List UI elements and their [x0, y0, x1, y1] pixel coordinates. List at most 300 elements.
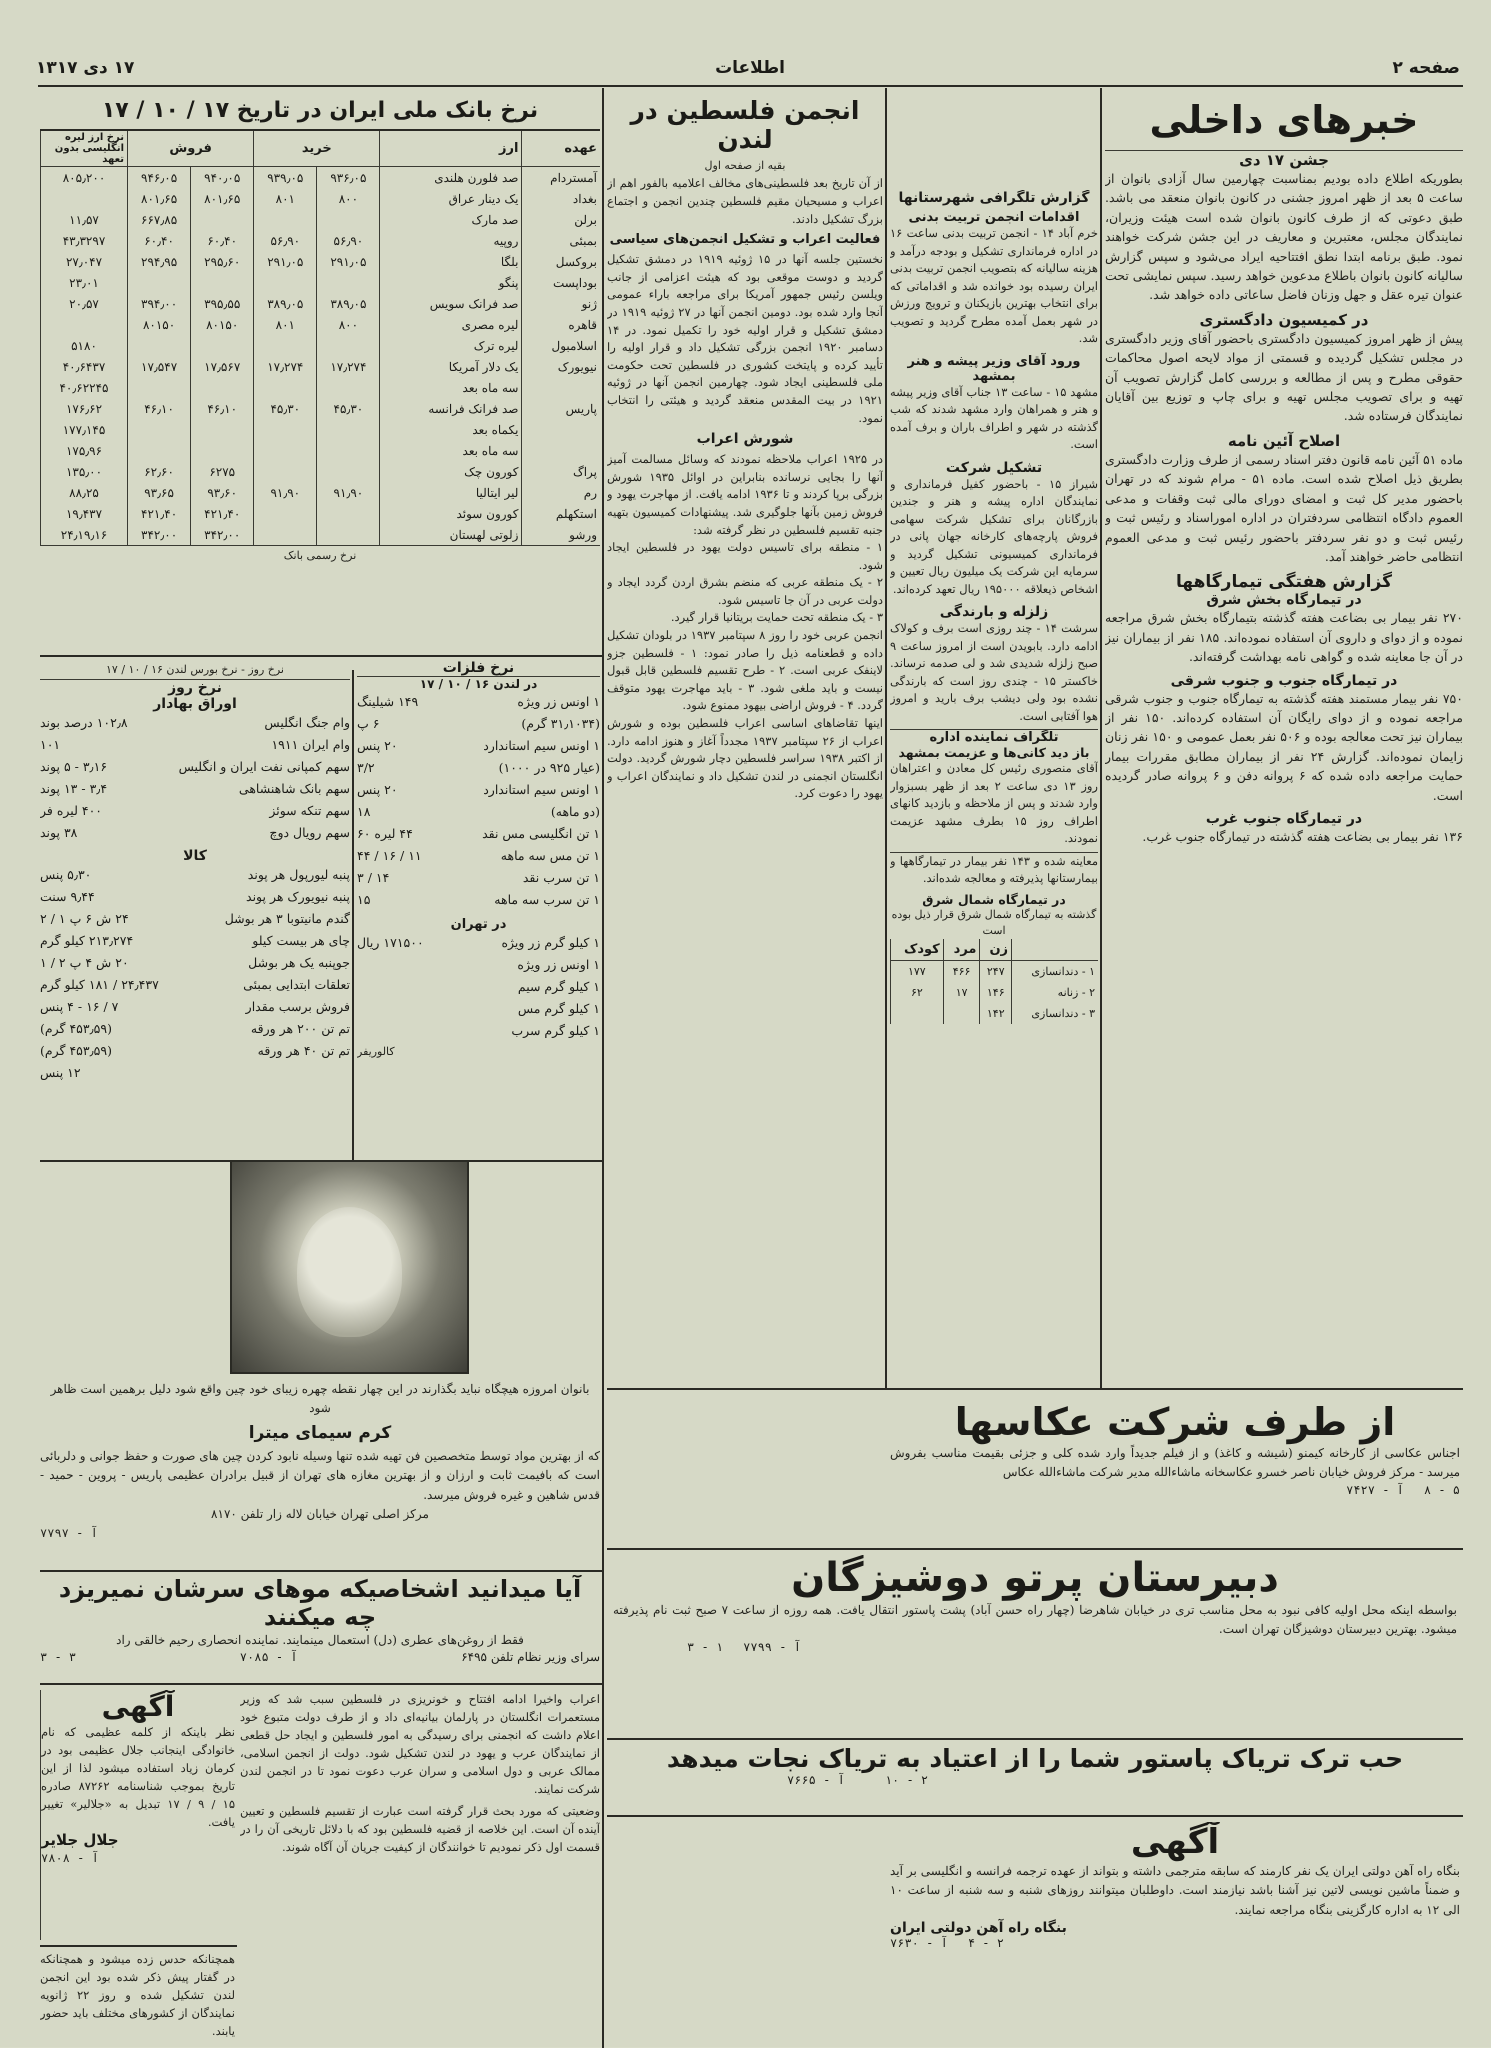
ad-code: آ - ۷۸۰۸ — [41, 1851, 99, 1865]
list-item — [357, 976, 600, 998]
item-value: ۲۰ پنس — [357, 782, 398, 797]
opium-pill-ad — [607, 1744, 1463, 1814]
item-label: وام جنگ انگلیس — [264, 715, 350, 731]
rate-cell: ۳۹۵٫۵۵ — [191, 293, 254, 314]
rate-cell: ۲۹۱٫۰۵ — [317, 251, 380, 272]
list-item — [40, 756, 350, 778]
item-value: ۳٫۱۶ - ۵ پوند — [40, 759, 108, 775]
photographers-ad — [890, 1400, 1460, 1540]
girls-school-ad — [607, 1555, 1463, 1730]
rate-row — [41, 482, 601, 503]
item-label: ۱ تن سرب سه ماهه — [494, 892, 600, 907]
rate-cell: ۲۹۱٫۰۵ — [254, 251, 317, 272]
rate-cell: ۴۰٫۶۲۲۴۵ — [41, 377, 128, 398]
bank-rates — [40, 92, 600, 652]
paragraph: بطوریکه اطلاع داده بودیم بمناسبت چهارمین سال آزادی بانوان از ساعت ۵ بعد از ظهر امروز جشنی در کانون بانوان منعقد می باشد. طبق دعوتی که از طرف کانون بانوان شده است هیئت وزیران، نمایندگان مجلس، معتبرین و معاریف در این جشن شرکت خواهند نمود. طبق برنامه ابتدا نطق افتتاحیه ایراد می‌شود و سپس گزارش سالیانه کانون بانوان باطلاع مدعوین خواهد رسید. سپس نمایشی تحت عنوان تیره عقل و جهل وزنان فاضل ساعاتی داده خواهد شد. — [1105, 171, 1463, 303]
rate-cell: ۹۴۰٫۰۵ — [191, 167, 254, 189]
heading: فعالیت اعراب و تشکیل انجمن‌های سیاسی — [609, 232, 881, 248]
table-header: مرد — [943, 939, 980, 961]
item-value: ۱۵ — [357, 892, 371, 907]
item-value: ۱۰۱ — [40, 737, 61, 753]
rate-cell: صد فرانک سویس — [380, 293, 522, 314]
list-item — [40, 908, 350, 930]
list-item — [357, 889, 600, 911]
rate-cell — [317, 440, 380, 461]
col-note: نرخ ارز لیره انگلیسی بدون تعهد — [41, 131, 128, 167]
ad-title: آگهی — [101, 1690, 175, 1723]
item-label: ۱ تن سرب نقد — [522, 870, 600, 885]
rate-cell: ۹۳۶٫۰۵ — [317, 167, 380, 189]
item-value: ۲۰ ش ۴ پ ۲ / ۱ — [40, 955, 129, 971]
bottom-note: همچنانکه حدس زده میشود و همچنانکه در گفتار پیش ذکر شده بود این انجمن لندن تشکیل شده و روز ۲۲ ژانویه نمایندگان از کشورهای مختلف باید حضور یابند. — [40, 1952, 235, 2038]
rate-cell: ۳۴۲٫۰۰ — [128, 524, 191, 545]
rate-cell: ۴۰٫۶۴۳۷ — [41, 356, 128, 377]
rate-cell: ۱۹٫۴۳۷ — [41, 503, 128, 524]
notice-ad — [40, 1690, 235, 1940]
table-header: زن — [980, 939, 1012, 961]
domestic-news-column — [1105, 92, 1463, 1390]
rate-cell: ۹۳٫۶۰ — [191, 482, 254, 503]
rate-cell — [254, 335, 317, 356]
ad-product: کرم سیمای میترا — [248, 1422, 392, 1443]
rate-cell: ۴۵٫۳۰ — [317, 398, 380, 419]
metals-title: نرخ فلزات — [357, 660, 600, 677]
ad-title: از طرف شرکت عکاسها — [954, 1400, 1396, 1444]
securities-list — [40, 712, 350, 844]
securities-title: اوراق بهادار — [153, 696, 237, 713]
table-title: در تیمارگاه شمال شرق — [922, 891, 1066, 907]
list-item — [357, 735, 600, 757]
rate-row — [41, 335, 601, 356]
heading: جشن ۱۷ دی — [1239, 151, 1329, 169]
rate-cell — [191, 209, 254, 230]
list-item — [357, 691, 600, 713]
rate-cell — [254, 419, 317, 440]
paragraph: اعراب واخیرا ادامه افتتاح و خونریزی در فلسطین سبب شد که وزیر مستعمرات انگلستان در پارلمان بیانیه‌ای داد و از طرف دولت متبوع خود اعلام داشت که انجمنی برای رسیدگی به امور فلسطین و ایجاد حل قطعی از نمایندگان عرب و یهود در لندن تشکیل شود. دولت از انجمن اسلامی، ممالک عربی و دول اسلامی و سران عرب دعوت نمود تا در انجمن لندن شرکت نمایند. — [240, 1692, 600, 1796]
paragraph: ۱۳۶ نفر بیمار بی بضاعت هفته گذشته در تیمارگاه جنوب غرب. — [1142, 828, 1463, 844]
col-currency: ارز — [380, 131, 522, 167]
paragraph: آقای منصوری رئیس کل معادن و اعتراهان روز ۱۳ دی ساعت ۲ بعد از ظهر بسبزوار وارد شدند و پس از ملاحظه و بازدید کانهای اطراف روز ۱۵ بطرف مشهد عزیمت نمودند. — [890, 761, 1098, 845]
ad-code-2: ۸ - ۵ — [1423, 1482, 1460, 1497]
hair-oil-ad — [40, 1575, 600, 1685]
rate-cell: زلوتی لهستان — [380, 524, 522, 545]
item-label: (۳۱٫۱۰۳۴ گرم) — [521, 716, 600, 731]
rate-row — [41, 503, 601, 524]
heading: ورود آقای وزیر پیشه و هنر بمشهد — [907, 353, 1081, 384]
rate-cell — [317, 419, 380, 440]
rate-cell: ۱۱٫۵۷ — [41, 209, 128, 230]
rate-cell: بمبئی — [522, 230, 600, 251]
item-label: گندم مانیتوبا ۳ هر بوشل — [224, 911, 350, 927]
list-item: ۳ - یک منطقه تحت حمایت بریتانیا قرار گیرد. — [670, 610, 883, 625]
column-title: گزارش تلگرافی شهرستانها — [898, 190, 1090, 206]
rate-cell — [317, 209, 380, 230]
list-item — [357, 757, 600, 779]
rate-row — [41, 272, 601, 293]
item-label: (عیار ۹۲۵ در ۱۰۰۰) — [498, 760, 600, 775]
list-item — [357, 779, 600, 801]
rate-cell: ۶۰٫۴۰ — [128, 230, 191, 251]
col-divider — [602, 88, 604, 2048]
rate-row — [41, 377, 601, 398]
item-label: ۱ تن مس سه ماهه — [500, 848, 600, 863]
rate-cell: ۴۲۱٫۴۰ — [191, 503, 254, 524]
rate-cell: ۶۰٫۴۰ — [191, 230, 254, 251]
paragraph: سرشت ۱۴ - چند روزی است برف و کولاک ادامه دارد. بابویدن است از امروز ساعت ۹ صبح زلزله شدیدی شد و لی صدمه نرساند. خاکستر ۱۵ - چندی روز است که بارندگی نشده بود ولی دیشب برف بارید و امروز هوا آفتابی است. — [890, 621, 1098, 723]
ad-code-2: ۳ - ۳ — [40, 1650, 77, 1665]
rate-cell: سه ماه بعد — [380, 377, 522, 398]
list-item — [40, 974, 350, 996]
ad-address: مرکز اصلی تهران خیابان لاله زار تلفن ۸۱۷۰ — [211, 1507, 429, 1522]
rate-cell: ۳۹۴٫۰۰ — [128, 293, 191, 314]
list-item: ۱ - منطقه برای تاسیس دولت یهود در فلسطین ایجاد شود. — [607, 540, 883, 572]
rate-row — [41, 524, 601, 545]
ad-title: آگهی — [1130, 1822, 1220, 1862]
subheading: باز دید کانی‌ها و عزیمت بمشهد — [898, 745, 1090, 760]
item-value: ۲۴٫۴۳۷ / ۱۸۱ کیلو گرم — [40, 977, 159, 993]
item-label: تعلقات ابتدایی بمبئی — [243, 977, 350, 993]
rate-cell: بوداپست — [522, 272, 600, 293]
ad-title: آیا میدانید اشخاصیکه موهای سرشان نمیریزد چه میکنند — [58, 1575, 582, 1631]
rate-cell — [254, 440, 317, 461]
tehran-list — [357, 932, 600, 1042]
item-value: ۳۸ پوند — [40, 825, 78, 841]
ad-text: اجناس عکاسی از کارخانه کیمنو (شیشه و کاغذ) و از فیلم جدیداً وارد شده کلی و جزئی بقیمت مناسب بفروش میرسد - مرکز فروش خیابان ناصر خسرو عکاسخانه ماشاءالله مدیر شرکت ماشاءالله عکاس — [890, 1446, 1460, 1480]
rate-cell — [254, 377, 317, 398]
issue-date: ۱۷ دی ۱۳۱۷ — [36, 58, 135, 78]
rate-cell: قاهره — [522, 314, 600, 335]
item-label: سهم رویال دوچ — [269, 825, 350, 841]
ad-text: بواسطه اینکه محل اولیه کافی نبود به محل مناسب تری در خیابان شاهرضا (چهار راه حسن آباد) پشت پاستور انتقال یافت. همه روزه از ساعت ۷ صبح ثبت نام پذیرفته میشود. بهترین دبیرستان دوشیزگان تهران است. — [613, 1603, 1458, 1637]
rate-cell: صد فرانک فرانسه — [380, 398, 522, 419]
table-header: کودک — [891, 939, 944, 961]
rate-cell: ۶۲٫۶۰ — [128, 461, 191, 482]
subheading: در تیمارگاه جنوب غرب — [1205, 810, 1363, 827]
item-label: ۱ کیلو گرم مس — [517, 1001, 600, 1016]
rate-cell — [317, 524, 380, 545]
list-item — [40, 800, 350, 822]
rate-cell — [191, 440, 254, 461]
ad-code-2: ۳ - ۱ — [687, 1639, 724, 1654]
ad-caption: بانوان امروزه هیچگاه نباید بگذارند در این چهار نقطه چهره زیبای خود چین واقع شود دلیل برهمین است ظاهر شود — [50, 1382, 590, 1416]
rate-cell: ۳۸۹٫۰۵ — [317, 293, 380, 314]
rate-cell — [254, 209, 317, 230]
rate-row — [41, 440, 601, 461]
rate-cell: ۸۰۱۵۰ — [128, 314, 191, 335]
rate-cell — [41, 188, 128, 209]
table-row: ۲ - زنانه ۱۴۶ ۱۷ ۶۲ — [891, 982, 1099, 1003]
metals-note: نرخ روز - نرخ بورس لندن ۱۶ / ۱۰ / ۱۷ — [40, 660, 350, 680]
item-value: (۴۵۳٫۵۹ گرم) — [40, 1021, 112, 1037]
item-label: چای هر بیست کیلو — [252, 933, 350, 949]
rate-cell: پنگو — [380, 272, 522, 293]
item-label: وام ایران ۱۹۱۱ — [271, 737, 350, 753]
rate-cell: ۹۳٫۶۵ — [128, 482, 191, 503]
rate-cell: آمستردام — [522, 167, 600, 189]
ad-text: بنگاه راه آهن دولتی ایران یک نفر کارمند که سابقه مترجمی داشته و بتواند از عهده ترجمه فرانسه و انگلیسی بر آید و ضمناً ماشین نویسی لاتین نیز آشنا باشد نیازمند است. داوطلبان میتوانند روزهای شنبه و سه شنبه از ساعت ۱۰ الی ۱۲ به اداره کارگزینی بنگاه مراجعه نمایند. — [890, 1864, 1460, 1917]
masthead-rule — [38, 85, 1463, 87]
item-label: ۱ اونس سیم استاندارد — [483, 782, 600, 797]
rate-row — [41, 167, 601, 189]
rate-cell: بلگا — [380, 251, 522, 272]
subheading: در تیمارگاه جنوب و جنوب شرقی — [1170, 672, 1398, 689]
rate-cell: ۲۷٫۰۴۷ — [41, 251, 128, 272]
item-label: (دو ماهه) — [550, 804, 600, 819]
paragraph: معاینه شده و ۱۴۳ نفر بیمار در تیمارگاهها و بیمارستانها پذیرفته و معالجه شده‌اند. — [890, 853, 1098, 885]
item-label: پنبه لیورپول هر پوند — [247, 867, 350, 883]
ad-title: حب ترک تریاک پاستور شما را از اعتیاد به تریاک نجات میدهد — [666, 1744, 1404, 1773]
ad-text: که از بهترین مواد توسط متخصصین فن تهیه شده تنها وسیله نابود کردن چین های صورت و حفظ جوانی و دلربائی است که بافیمت ثابت و ارزان و از بهترین مغازه های تهران از قبیل برادران عظیمی پاریس - پروین - حمید - قدس شاهین و غیره فروش میرسد. — [40, 1448, 600, 1502]
col-divider — [352, 670, 354, 1160]
bank-title: نرخ بانک ملی ایران در تاریخ ۱۷ / ۱۰ / ۱۷ — [40, 92, 600, 131]
rate-cell — [522, 419, 600, 440]
item-value: ۷ / ۱۶ - ۴ پنس — [40, 999, 119, 1015]
item-label: سهم بانک شاهنشاهی — [238, 781, 350, 797]
rate-cell: ۸۰۵٫۲۰۰ — [41, 167, 128, 189]
list-item — [357, 801, 600, 823]
rate-cell: ۲۹۴٫۹۵ — [128, 251, 191, 272]
item-value: ۴۰۰ لیره فر — [40, 803, 103, 819]
heading: تلگراف نماینده اداره — [929, 730, 1059, 745]
paragraph: ۲۷۰ نفر بیمار بی بضاعت هفته گذشته بتیمارگاه بخش شرق مراجعه نموده و از دوای و داروی آن استفاده نموده‌اند. ۱۸۵ نفر از بیماران نیز در آن جا معاینه شده و گواهی نامه بهداشت گرفته‌اند. — [1105, 610, 1463, 665]
rate-cell: ۴۶٫۱۰ — [128, 398, 191, 419]
item-label: سهم کمپانی نفت ایران و انگلیس — [178, 759, 350, 775]
rate-cell: ۹۳۹٫۰۵ — [254, 167, 317, 189]
rate-cell: ۱۳۵٫۰۰ — [41, 461, 128, 482]
paragraph: از آن تاریخ بعد فلسطینی‌های مخالف اعلامیه بالفور اهم از اعراب و مسیحیان مقیم فلسطین چندین انجمن و اجتماع بزرگ تشکیل دادند. — [607, 176, 883, 226]
ad-code: آ - ۷۴۲۷ — [1346, 1482, 1404, 1497]
item-label: پنبه نیویورک هر پوند — [246, 889, 350, 905]
rate-cell: ۳۸۹٫۰۵ — [254, 293, 317, 314]
item-label: ۱ کیلو گرم سیم — [517, 979, 600, 994]
face-image — [297, 1207, 402, 1337]
list-item — [357, 867, 600, 889]
item-value: ۲۴ ش ۶ پ ۱ / ۲ — [40, 911, 129, 927]
col-unit: عهده — [522, 131, 600, 167]
rate-row — [41, 398, 601, 419]
ad-code: آ - ۷۷۹۹ — [743, 1639, 801, 1654]
rate-cell: ۱۷٫۲۷۴ — [254, 356, 317, 377]
item-label: ۱ اونس سیم استاندارد — [483, 738, 600, 753]
rate-cell: ورشو — [522, 524, 600, 545]
heading: زلزله و بارندگی — [939, 604, 1049, 620]
section-title: خبرهای داخلی — [1149, 98, 1419, 142]
heading: اصلاح آئین نامه — [1227, 431, 1341, 450]
rate-cell: ۱۷٫۵۶۷ — [191, 356, 254, 377]
ad-signature: جلال جلایر — [41, 1831, 119, 1849]
rate-cell: ۲۰٫۵۷ — [41, 293, 128, 314]
rate-cell: پاریس — [522, 398, 600, 419]
paragraph: مشهد ۱۵ - ساعت ۱۳ جناب آقای وزیر پیشه و هنر و همراهان وارد مشهد شدند که شب گذشته در شهر و اطراف باران و برف آمده است. — [890, 384, 1098, 451]
list-item — [357, 954, 600, 976]
rate-cell — [317, 335, 380, 356]
rate-row — [41, 209, 601, 230]
col-buy: خرید — [254, 131, 380, 167]
col-sell: فروش — [128, 131, 254, 167]
ad-signature: بنگاه راه آهن دولتی ایران — [890, 1920, 1067, 1937]
item-label: ۱ کیلو گرم زر ویژه — [501, 935, 600, 950]
tehran-note: کالوریفر — [357, 1045, 395, 1058]
ad-text: نظر باینکه از کلمه عظیمی که نام خانوادگی اینجانب جلال عظیمی بود در کرمان زیاد استفاده میشود لذا از این تاریخ بموجب شناسنامه ۸۷۲۶۲ صادره ۱۵ / ۹ / ۱۷ تبدیل به «جلالیر» تغییر یافت. — [41, 1725, 235, 1829]
day-label: نرخ روز — [168, 680, 222, 697]
rate-cell: ۱۷٫۲۷۴ — [317, 356, 380, 377]
item-label: تم تن ۲۰۰ هر ورقه — [250, 1021, 350, 1037]
rate-cell: روپیه — [380, 230, 522, 251]
subheading: در تیمارگاه بخش شرق — [1206, 592, 1362, 609]
rate-cell: لیره مصری — [380, 314, 522, 335]
item-value: ۳/۲ — [357, 760, 375, 775]
paragraph: ماده ۵۱ آئین نامه قانون دفتر اسناد رسمی از طرف وزارت دادگستری بطریق ذیل اصلاح شده است. ماده ۵۱ - مرام شوند که در تهران باحضور مدیر کل ثبت و امضای دورای مالی ثبت وقفات و مدعی العموم دادگاه انتظامی سردفتران در اداره اموراسناد و رئیس ثبت و رئیس ثبت و دو نفر سردفتر باحضور رئیس ثبت و مدعی العموم انتظامی حاضر خواهند آمد. — [1105, 451, 1463, 564]
rate-cell: ۱۷٫۵۴۷ — [128, 356, 191, 377]
item-label: ۱ تن انگلیسی مس نقد — [482, 826, 600, 841]
list-item — [40, 886, 350, 908]
paragraph: خرم آباد ۱۴ - انجمن تربیت بدنی ساعت ۱۶ در اداره فرمانداری تشکیل و بودجه درآمد و هزینه سالیانه که بتصویب انجمن تربیت بدنی ایران رسیده بود خوانده شد و اقداماتی که برای انتخاب بهترین بازیکنان و ترویج ورزش در شهر بعمل آمده مطرح گردید و تصویب شد. — [890, 226, 1098, 345]
list-item — [40, 734, 350, 756]
rate-cell: یکماه بعد — [380, 419, 522, 440]
rate-cell: ۱۷۶٫۶۲ — [41, 398, 128, 419]
cream-ad — [40, 1380, 600, 1580]
rates-table — [40, 131, 600, 545]
rate-cell: ۸۰۱۵۰ — [191, 314, 254, 335]
rate-cell — [317, 377, 380, 398]
item-value: (۴۵۳٫۵۹ گرم) — [40, 1043, 112, 1059]
rate-cell — [317, 461, 380, 482]
metals-box — [357, 660, 600, 1160]
rate-cell — [191, 335, 254, 356]
rate-cell — [254, 272, 317, 293]
table-row: ۳ - دندانسازی ۱۴۲ — [891, 1003, 1099, 1024]
rate-cell: یک دینار عراق — [380, 188, 522, 209]
item-value: ۱۱ / ۱۶ / ۴۴ — [357, 848, 422, 863]
item-value: ۲۰ پنس — [357, 738, 398, 753]
rate-cell — [254, 524, 317, 545]
rate-cell: ۹۱٫۹۰ — [317, 482, 380, 503]
rate-cell: ۸۰۱٫۶۵ — [191, 188, 254, 209]
item-value: ۱۴۹ شیلینگ — [357, 694, 419, 709]
rate-cell: پراگ — [522, 461, 600, 482]
rate-cell: لیره ترک — [380, 335, 522, 356]
list-item — [40, 952, 350, 974]
ad-address: سرای وزیر نظام تلفن ۶۴۹۵ — [461, 1650, 600, 1665]
rate-cell: یک دلار آمریکا — [380, 356, 522, 377]
list-item — [40, 1062, 350, 1084]
list-item: ۲ - یک منطقه عربی که منضم بشرق اردن گردد ایجاد و دولت عربی در آن جا تاسیس شود. — [607, 575, 883, 607]
rate-cell — [522, 440, 600, 461]
ad-text: فقط از روغن‌های عطری (دل) استعمال مینمایند. نماینده انحصاری رحیم خالقی راد — [116, 1633, 524, 1647]
ad-code-2: ۴ - ۲ — [967, 1936, 1004, 1951]
table-note: گذشته به تیمارگاه شمال شرق قرار ذیل بوده است — [891, 907, 1097, 937]
paragraph: شیراز ۱۵ - باحضور کفیل فرمانداری و نمایندگان اداره پیشه و هنر و جندین بازرگانان برای تشکیل شرکت سهامی فروش پارچه‌های کارخانه جهان پانی در فرمانداری کمیسیونی تشکیل گردید و سرمایه این شرکت یک میلیون ریال تعیین و اشخاص ذیعلاقه ۱۹۵۰۰۰ ریال تعهد کرده‌اند. — [890, 476, 1098, 596]
list-item — [357, 932, 600, 954]
goods-list — [40, 864, 350, 1084]
rate-row — [41, 461, 601, 482]
list-item — [40, 996, 350, 1018]
rate-cell — [128, 419, 191, 440]
rate-row — [41, 293, 601, 314]
list-item — [357, 998, 600, 1020]
item-value: ۴۴ لیره ۶۰ — [357, 826, 413, 841]
list-item — [357, 1020, 600, 1042]
rate-cell: ۱۷۷٫۱۴۵ — [41, 419, 128, 440]
rate-cell: رم — [522, 482, 600, 503]
rate-cell: ۸۰۰ — [317, 188, 380, 209]
rate-row — [41, 251, 601, 272]
ad-code: آ - ۷۷۹۷ — [40, 1526, 98, 1541]
telegraph-column — [890, 190, 1098, 1390]
rate-cell: برلن — [522, 209, 600, 230]
rate-cell: ۶۶۷٫۸۵ — [128, 209, 191, 230]
rate-cell: کورون چک — [380, 461, 522, 482]
rate-cell — [254, 461, 317, 482]
item-label: ۱ اونس زر ویژه — [517, 694, 600, 709]
heading: شورش اعراب — [696, 431, 794, 448]
list-item — [40, 712, 350, 734]
ad-code: آ - ۷۶۶۵ — [787, 1773, 845, 1787]
item-value: ۹٫۴۴ سنت — [40, 889, 95, 905]
rate-cell: ۲۹۵٫۶۰ — [191, 251, 254, 272]
rate-cell: ۴۵٫۳۰ — [254, 398, 317, 419]
rate-cell — [191, 377, 254, 398]
rate-cell: صد مارک — [380, 209, 522, 230]
ad-code: آ - ۷۶۳۰ — [890, 1936, 948, 1951]
paragraph: اینها تقاضاهای اساسی اعراب فلسطین بوده و شورش اعراب از ۲۶ سپتامبر ۱۹۳۷ مجدداً آغاز و هنوز ادامه دارد. از اکتبر ۱۹۳۸ سراسر فلسطین دچار شورش گردید. دولت انگلستان انجمنی در لندن تشکیل داد و نمایندگان اعراب و یهود را دعوت کرد. — [607, 716, 883, 801]
rate-cell: بروکسل — [522, 251, 600, 272]
rate-cell — [191, 419, 254, 440]
rate-row — [41, 230, 601, 251]
rate-cell: ۵۶٫۹۰ — [254, 230, 317, 251]
paragraph: انجمن عربی خود را روز ۸ سپتامبر ۱۹۳۷ در بلودان تشکیل داده و قطعنامه ذیل را صادر نمود: ۱ - فلسطین جزو لاینفک عربی است. ۲ - طرح تقسیم فلسطین قابل قبول نیست و باید ملغی شود. ۳ - باید مهاجرت یهود متوقف گردد. ۴ - فروش اراضی بیهود ممنوع شود. — [607, 628, 883, 713]
paragraph: پیش از ظهر امروز کمیسیون دادگستری باحضور آقای وزیر دادگستری در مجلس تشکیل گردیده و قسمتی از مواد لایحه اصول محاکمات حقوقی مطرح و پس از مطالعه و بررسی کامل گزارش تصویب آن تهیه و برای تصویب مجلس تهیه و برای چاپ و توزیع بین آقایان نمایندگان فرستاده شد. — [1105, 330, 1463, 424]
rate-cell — [128, 335, 191, 356]
list-item — [357, 713, 600, 735]
london-label: در لندن ۱۶ / ۱۰ / ۱۷ — [419, 677, 538, 691]
list-item — [40, 1040, 350, 1062]
rate-cell — [41, 314, 128, 335]
item-label: جوپنبه یک هر بوشل — [248, 955, 350, 971]
rate-cell: ۴۲۱٫۴۰ — [128, 503, 191, 524]
rate-cell: ۸۰۱ — [254, 188, 317, 209]
rate-cell: لیر ایتالیا — [380, 482, 522, 503]
goods-title: کالا — [183, 848, 207, 865]
rate-cell: صد فلورن هلندی — [380, 167, 522, 189]
rate-cell: ۵۶٫۹۰ — [317, 230, 380, 251]
col-divider — [1100, 88, 1102, 1388]
rate-cell — [191, 272, 254, 293]
article-title: انجمن فلسطین در لندن — [630, 96, 860, 154]
rate-cell: استکهلم — [522, 503, 600, 524]
rate-cell: ۴۶٫۱۰ — [191, 398, 254, 419]
paper-name: اطلاعات — [715, 58, 785, 78]
item-label: ۱ کیلو گرم سرب — [511, 1023, 600, 1038]
heading: گزارش هفتگی تیمارگاهها — [1176, 572, 1392, 593]
item-label: فروش برسب مقدار — [245, 999, 350, 1015]
paragraph: وضعیتی که مورد بحث قرار گرفته است عبارت از تقسیم فلسطین و تعیین آینده آن است. این خلاصه از قضیه فلسطین بود که با دلائل تاریخی آن را در قسمت اول ذکر نمودیم تا خوانندگان از کیفیت جریان آن آگاه شوند. — [240, 1804, 600, 1854]
list-item — [40, 930, 350, 952]
ad-code: آ - ۷۰۸۵ — [239, 1650, 298, 1665]
item-value: ۱۷۱۵۰۰ ریال — [357, 935, 424, 950]
list-item — [40, 1018, 350, 1040]
rate-cell: نیویورک — [522, 356, 600, 377]
list-item — [357, 845, 600, 867]
table-row: ۱ - دندانسازی ۲۴۷ ۴۶۶ ۱۷۷ — [891, 960, 1099, 982]
list-item — [40, 864, 350, 886]
rate-cell — [128, 377, 191, 398]
item-value: ۱۴ / ۳ — [357, 870, 390, 885]
rate-row — [41, 314, 601, 335]
rate-cell — [317, 272, 380, 293]
rate-cell: ۵۱۸۰ — [41, 335, 128, 356]
rate-cell: ۲۴٫۱۹٫۱۶ — [41, 524, 128, 545]
